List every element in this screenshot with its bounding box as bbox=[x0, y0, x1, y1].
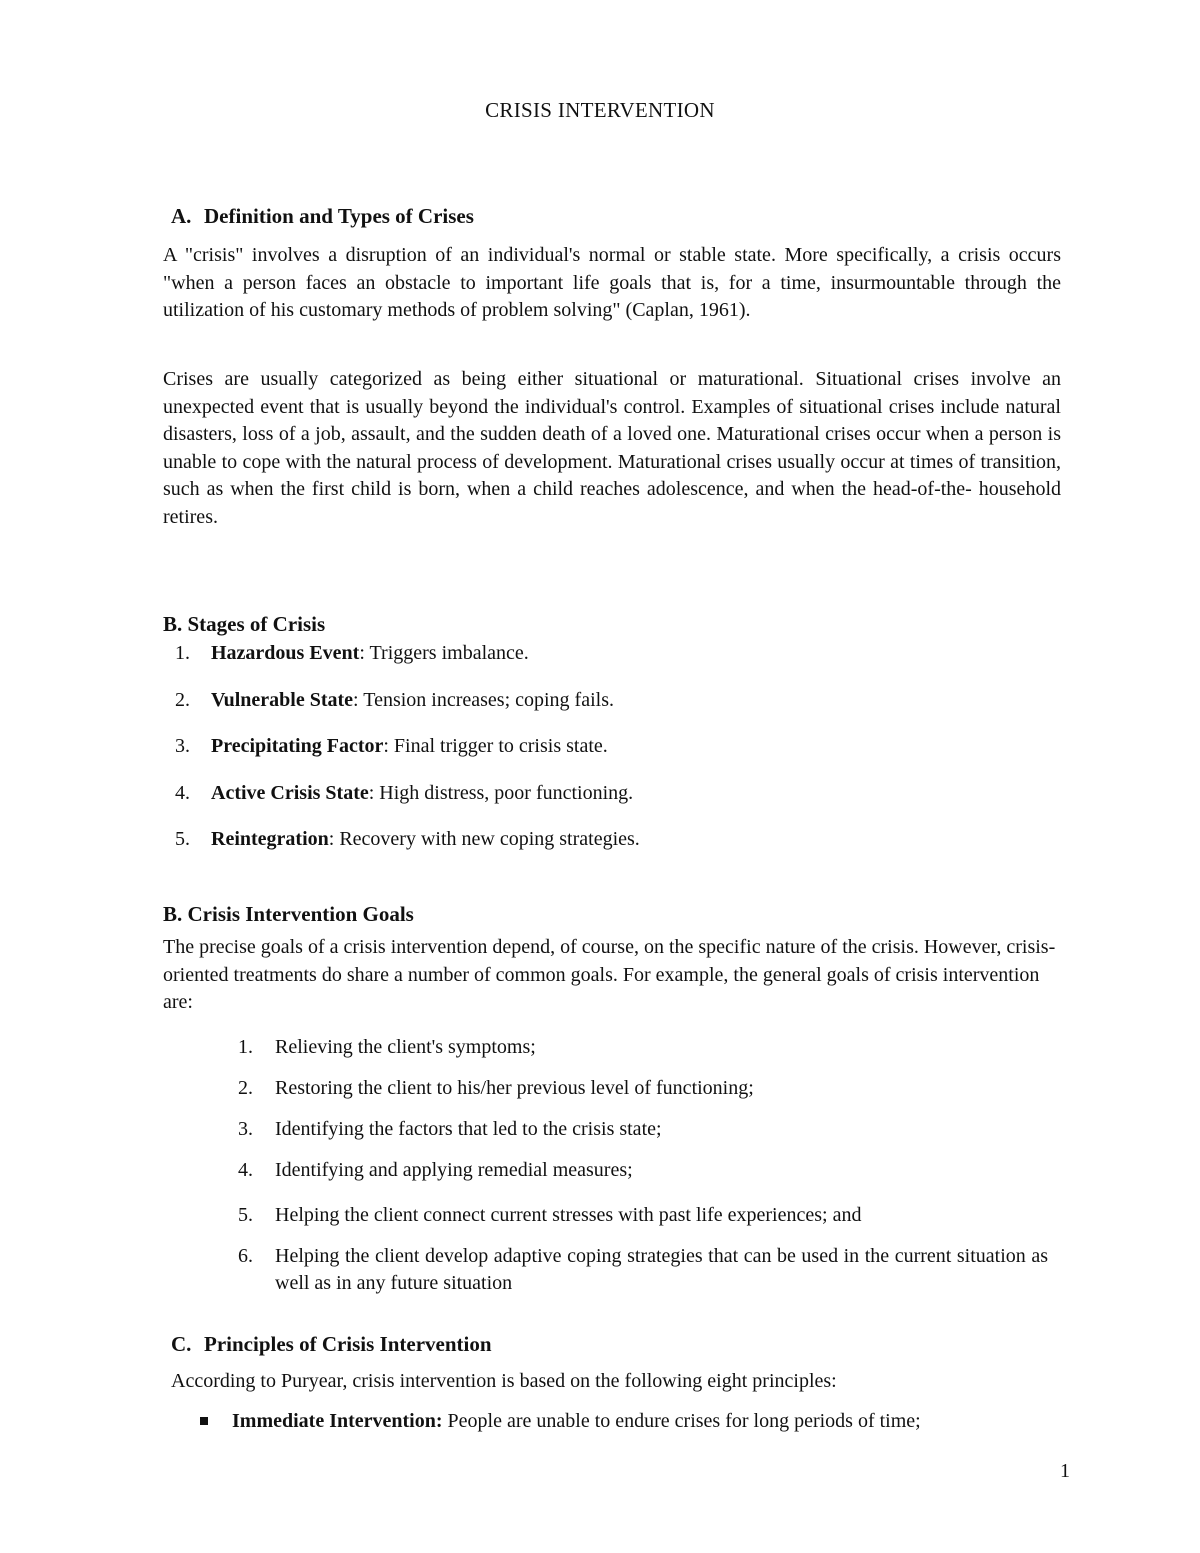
stage-description: : High distress, poor functioning. bbox=[368, 781, 634, 804]
section-a-title: Definition and Types of Crises bbox=[204, 204, 474, 228]
section-c-letter: C. bbox=[171, 1332, 192, 1356]
list-number: 4. bbox=[238, 1159, 253, 1181]
list-item bbox=[238, 1157, 1048, 1184]
stage-description: : Recovery with new coping strategies. bbox=[328, 828, 640, 850]
square-bullet-icon bbox=[200, 1417, 208, 1425]
list-item bbox=[163, 780, 1043, 827]
stage-term: Hazardous Event bbox=[211, 642, 360, 664]
list-item bbox=[238, 1243, 1048, 1297]
stage-description: : Triggers imbalance. bbox=[359, 642, 529, 664]
list-number: 5. bbox=[175, 828, 190, 850]
stage-description: : Final trigger to crisis state. bbox=[383, 735, 608, 757]
goal-text: Relieving the client's symptoms; bbox=[275, 1036, 536, 1058]
section-a-paragraph-2: Crises are usually categorized as being either situational or maturational. Situational crises involve an unexpected event that is usually beyond the individual's control. Examples of situational crises include natural disasters, loss of a job, assault, and the sudden death of a loved one. Maturational crises occur when a person is unable to cope with the natural process of development. Maturational crises usually occur at times of transition, such as when the first child is born, when a child reaches adolescence, and when the head-of-the- household retires. bbox=[163, 368, 1061, 528]
list-item bbox=[238, 1116, 1048, 1143]
section-c-heading bbox=[171, 1332, 492, 1357]
principle-term: Immediate Intervention: bbox=[232, 1410, 443, 1432]
list-number: 3. bbox=[175, 735, 190, 757]
goals-list bbox=[238, 1034, 1048, 1297]
list-number: 6. bbox=[238, 1245, 253, 1267]
list-item bbox=[238, 1202, 1048, 1229]
list-number: 3. bbox=[238, 1118, 253, 1140]
goal-text: Restoring the client to his/her previous level of functioning; bbox=[275, 1077, 754, 1099]
list-item bbox=[163, 687, 1043, 734]
principles-list bbox=[196, 1408, 1066, 1435]
principle-description: People are unable to endure crises for long periods of time; bbox=[442, 1410, 921, 1432]
section-c-intro: According to Puryear, crisis intervention is based on the following eight principles: bbox=[171, 1370, 837, 1392]
page-number: 1 bbox=[1060, 1460, 1070, 1482]
section-a-heading bbox=[171, 204, 474, 229]
stage-term: Vulnerable State bbox=[211, 688, 354, 711]
section-a-letter: A. bbox=[171, 204, 192, 228]
section-c-title: Principles of Crisis Intervention bbox=[204, 1332, 492, 1356]
list-number: 1. bbox=[175, 642, 190, 664]
stage-description: : Tension increases; coping fails. bbox=[353, 688, 614, 711]
list-item bbox=[163, 826, 1043, 873]
stage-term: Precipitating Factor bbox=[211, 735, 384, 757]
stage-term: Reintegration bbox=[211, 828, 329, 850]
section-b-stages-heading: B. Stages of Crisis bbox=[163, 612, 326, 636]
list-number: 1. bbox=[238, 1036, 253, 1058]
list-number: 4. bbox=[175, 781, 190, 804]
section-a-paragraph-1: A "crisis" involves a disruption of an individual's normal or stable state. More specifically, a crisis occurs "when a person faces an obstacle to important life goals that is, for a time, insurmountable through the utilization of his customary methods of problem solving" (Caplan, 1961). bbox=[163, 244, 1061, 321]
goal-text: Identifying and applying remedial measures; bbox=[275, 1159, 633, 1181]
section-b-goals-paragraph: The precise goals of a crisis intervention depend, of course, on the specific nature of the crisis. However, crisis-oriented treatments do share a number of common goals. For example, the general goals of crisis intervention are: bbox=[163, 936, 1056, 1013]
list-item bbox=[163, 640, 1043, 687]
list-item bbox=[238, 1034, 1048, 1061]
goal-text: Identifying the factors that led to the crisis state; bbox=[275, 1118, 662, 1140]
stages-list bbox=[163, 640, 1043, 873]
list-number: 2. bbox=[175, 688, 190, 711]
stage-term: Active Crisis State bbox=[211, 781, 369, 804]
goal-text: Helping the client connect current stresses with past life experiences; and bbox=[275, 1204, 862, 1226]
list-item bbox=[196, 1408, 1066, 1435]
section-b-goals-heading: B. Crisis Intervention Goals bbox=[163, 902, 414, 926]
list-item bbox=[163, 733, 1043, 780]
list-number: 2. bbox=[238, 1077, 253, 1099]
list-number: 5. bbox=[238, 1204, 253, 1226]
document-title: CRISIS INTERVENTION bbox=[485, 98, 715, 122]
goal-text: Helping the client develop adaptive coping strategies that can be used in the current situation as well as in any future situation bbox=[275, 1245, 1048, 1294]
list-item bbox=[238, 1075, 1048, 1102]
